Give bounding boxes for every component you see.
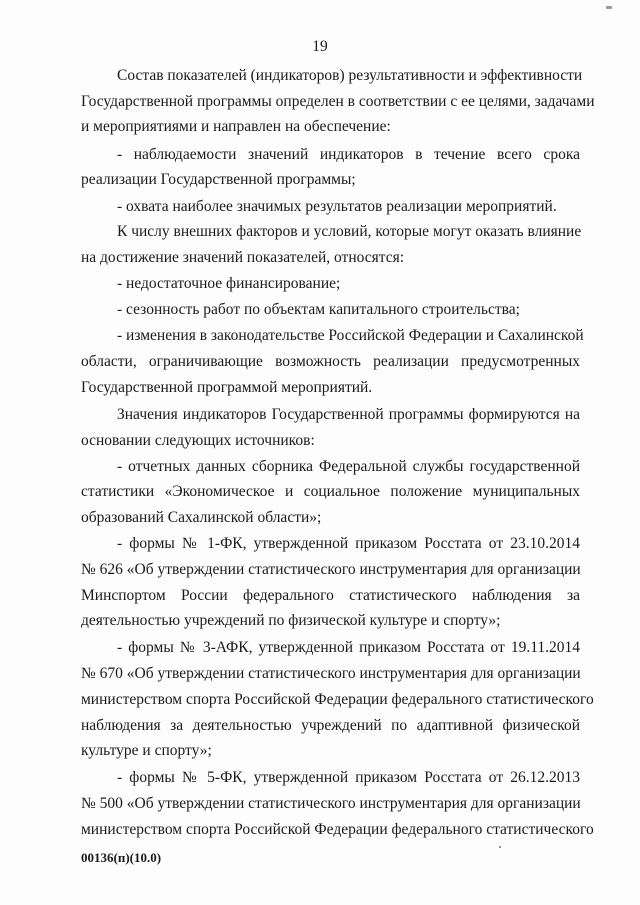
text-line: Минспортом России федерального статистического наблюдения за: [81, 587, 580, 604]
text-line: - формы № 3-АФК, утвержденной приказом Росстата от 19.11.2014: [117, 639, 580, 656]
text-line: № 670 «Об утверждении статистического инструментария для организации: [81, 665, 581, 682]
text-line: - изменения в законодательстве Российской Федерации и Сахалинской: [117, 327, 584, 344]
text-line: министерством спорта Российской Федерации федерального статистического: [81, 821, 594, 838]
document-code: 00136(п)(10.0): [81, 850, 162, 865]
text-line: культуре и спорту»;: [81, 742, 212, 759]
text-line: Государственной программой мероприятий.: [81, 379, 373, 396]
text-line: - наблюдаемости значений индикаторов в течение всего срока: [117, 146, 580, 163]
text-line: № 626 «Об утверждении статистического инструментария для организации: [81, 561, 581, 578]
text-line: - сезонность работ по объектам капитального строительства;: [117, 301, 520, 318]
text-line: Государственной программы определен в соответствии с ее целями, задачами: [81, 93, 595, 110]
text-line: наблюдения за деятельностью учреждений по адаптивной физической: [81, 717, 580, 734]
page-number: 19: [312, 38, 328, 55]
scan-speck: [606, 6, 612, 9]
text-line: на достижение значений показателей, относятся:: [81, 249, 405, 266]
text-line: Состав показателей (индикаторов) результативности и эффективности: [117, 67, 583, 84]
text-line: реализации Государственной программы;: [81, 171, 356, 188]
text-line: К числу внешних факторов и условий, которые могут оказать влияние: [117, 223, 582, 240]
text-line: Значения индикаторов Государственной программы формируются на: [117, 406, 580, 423]
text-line: министерством спорта Российской Федерации федерального статистического: [81, 691, 594, 708]
text-line: - охвата наиболее значимых результатов реализации мероприятий.: [117, 198, 557, 215]
text-line: основании следующих источников:: [81, 432, 315, 449]
text-line: № 500 «Об утверждении статистического инструментария для организации: [81, 795, 581, 812]
scan-speck: [499, 846, 501, 848]
text-line: - формы № 1-ФК, утвержденной приказом Росстата от 23.10.2014: [117, 535, 580, 552]
text-line: - недостаточное финансирование;: [117, 275, 341, 292]
text-line: образований Сахалинской области»;: [81, 509, 322, 526]
text-line: области, ограничивающие возможность реализации предусмотренных: [81, 353, 580, 370]
text-line: - формы № 5-ФК, утвержденной приказом Росстата от 26.12.2013: [117, 769, 580, 786]
text-line: деятельностью учреждений по физической культуре и спорту»;: [81, 612, 501, 629]
text-line: и мероприятиями и направлен на обеспечение:: [81, 118, 391, 135]
text-line: - отчетных данных сборника Федеральной службы государственной: [117, 458, 580, 475]
text-line: статистики «Экономическое и социальное положение муниципальных: [81, 483, 580, 500]
